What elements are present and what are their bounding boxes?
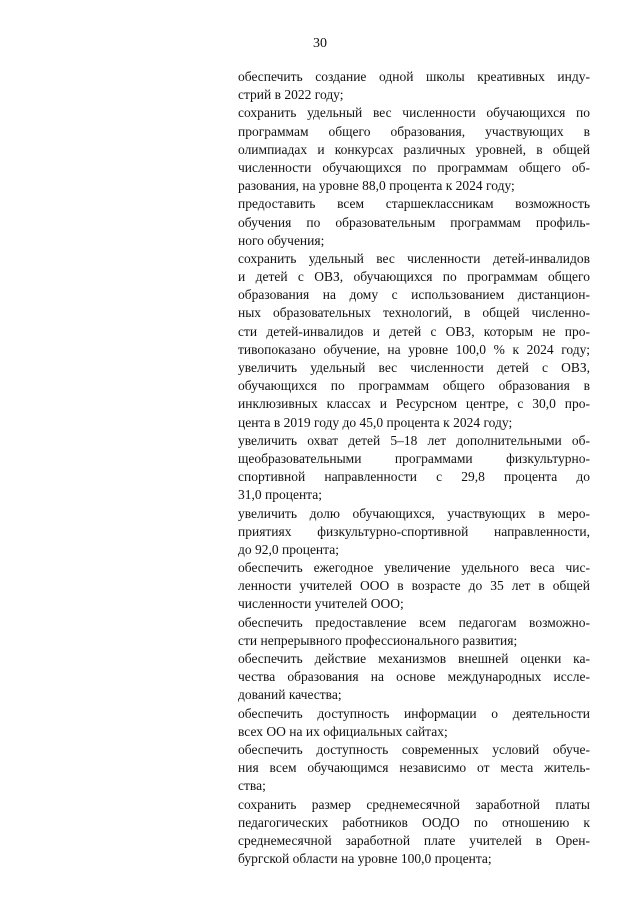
text-line: педагогических работников ООДО по отношению к (238, 814, 590, 830)
text-line: ства; (238, 778, 266, 794)
text-line: сти непрерывного профессионального развития; (238, 632, 518, 648)
text-line: обеспечить создание одной школы креативных инду- (238, 69, 590, 84)
text-line: предоставить всем старшеклассникам возможность (238, 196, 590, 212)
text-line: всех ОО на их официальных сайтах; (238, 723, 448, 739)
text-line: сти детей-инвалидов и детей с ОВЗ, которым не про- (238, 323, 590, 339)
text-line: обеспечить доступность информации о деятельности (238, 705, 590, 721)
text-line: ленности учителей ООО в возрасте до 35 лет в общей (238, 578, 590, 594)
text-line: сохранить размер среднемесячной заработной платы (238, 796, 590, 812)
text-line: до 92,0 процента; (238, 541, 339, 557)
text-line: инклюзивных классах и Ресурсном центре, с 30,0 про- (238, 396, 590, 412)
text-line: увеличить охват детей 5–18 лет дополнительными об- (238, 432, 590, 448)
text-line: численности учителей ООО; (238, 596, 404, 612)
text-line: сохранить удельный вес численности обучающихся по (238, 105, 590, 121)
text-line: обучения по образовательным программам профиль- (238, 214, 590, 230)
text-line: приятиях физкультурно-спортивной направленности, (238, 523, 590, 539)
text-line: обеспечить предоставление всем педагогам возможно- (238, 614, 590, 630)
text-line: увеличить удельный вес численности детей с ОВЗ, (238, 360, 590, 375)
text-line: обучающихся по программам общего образования в (238, 378, 590, 394)
text-line: тивопоказано обучение, на уровне 100,0 % к 2024 году; (238, 341, 590, 357)
text-line: разования, на уровне 88,0 процента к 2024 году; (238, 178, 515, 194)
text-line: ных образовательных технологий, в общей численно- (238, 305, 590, 321)
text-line: олимпиадах и конкурсах различных уровней, в общей (238, 141, 590, 157)
text-line: ния всем обучающимся независимо от места житель- (238, 760, 590, 776)
text-line: численности обучающихся по программам общего об- (238, 159, 590, 175)
text-line: программам общего образования, участвующих в (238, 123, 590, 139)
text-line: образования на дому с использованием дистанцион- (238, 287, 590, 303)
text-line: 31,0 процента; (238, 487, 322, 503)
page-number: 30 (313, 36, 327, 51)
text-line: среднемесячной заработной плате учителей в Орен- (238, 832, 590, 848)
text-line: стрий в 2022 году; (238, 87, 344, 103)
text-line: обеспечить действие механизмов внешней оценки ка- (238, 651, 590, 666)
text-line: цента в 2019 году до 45,0 процента к 2024 году; (238, 414, 513, 430)
text-line: обеспечить доступность современных условий обуче- (238, 741, 590, 757)
text-line: ного обучения; (238, 232, 325, 248)
text-line: спортивной направленности с 29,8 процента до (238, 469, 590, 485)
text-line: бургской области на уровне 100,0 процента; (238, 851, 492, 867)
text-line: и детей с ОВЗ, обучающихся по программам общего (238, 269, 590, 285)
text-line: чества образования на основе международных иссле- (238, 669, 590, 685)
text-line: увеличить долю обучающихся, участвующих в меро- (238, 505, 590, 521)
text-line: сохранить удельный вес численности детей-инвалидов (238, 250, 590, 266)
document-body (238, 68, 590, 868)
text-line: щеобразовательными программами физкультурно- (238, 450, 590, 466)
text-line: дований качества; (238, 687, 342, 703)
text-line: обеспечить ежегодное увеличение удельного веса чис- (238, 560, 590, 576)
